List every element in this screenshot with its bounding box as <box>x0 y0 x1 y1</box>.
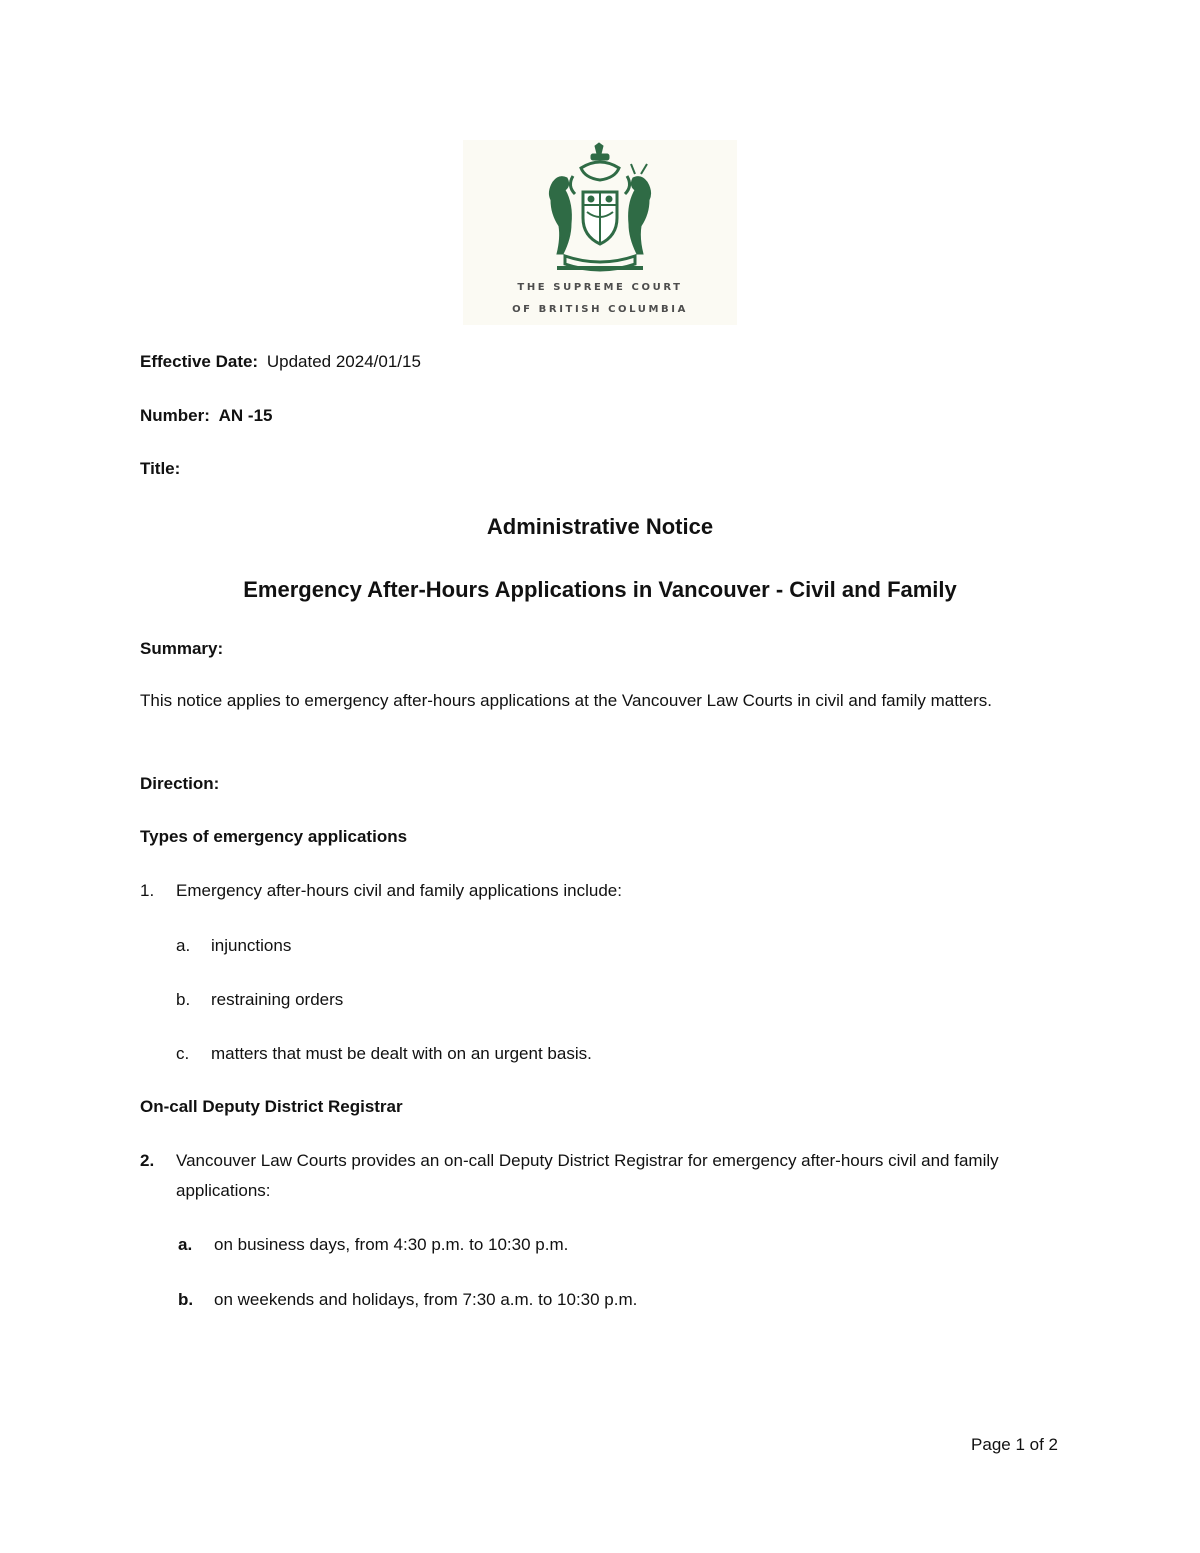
sub-item-letter: b. <box>178 1290 194 1309</box>
number-row <box>140 406 273 426</box>
section-heading-on-call: On-call Deputy District Registrar <box>140 1097 403 1116</box>
sub-item-letter: c. <box>176 1044 190 1063</box>
document-subheading: Emergency After-Hours Applications in Vancouver - Civil and Family <box>243 577 957 602</box>
summary-label: Summary: <box>140 639 224 658</box>
sub-item-text: restraining orders <box>211 990 344 1009</box>
summary-text: This notice applies to emergency after-hours applications at the Vancouver Law Courts in civil and family matters. <box>140 691 992 710</box>
effective-date-label: Effective Date: <box>140 352 259 371</box>
logo-text-line-2: OF BRITISH COLUMBIA <box>512 304 688 315</box>
section-heading-types: Types of emergency applications <box>140 827 408 846</box>
number-value: AN -15 <box>218 406 273 425</box>
effective-date-value: Updated 2024/01/15 <box>266 352 421 371</box>
court-logo <box>463 140 737 325</box>
sub-item-letter: b. <box>176 990 191 1009</box>
page-number: Page 1 of 2 <box>971 1435 1058 1454</box>
list-item-number: 1. <box>140 881 155 900</box>
sub-item-text: matters that must be dealt with on an urgent basis. <box>211 1044 592 1063</box>
effective-date-row <box>140 352 421 372</box>
title-label: Title: <box>140 459 181 478</box>
sub-item-text: on business days, from 4:30 p.m. to 10:30 p.m. <box>214 1235 569 1254</box>
list-item-text: Vancouver Law Courts provides an on-call Deputy District Registrar for emergency after-hours civil and family applications: <box>176 1151 999 1200</box>
list-item-text: Emergency after-hours civil and family applications include: <box>176 881 622 900</box>
list-item-number: 2. <box>140 1151 155 1170</box>
logo-text-line-1: THE SUPREME COURT <box>517 282 683 293</box>
sub-item-letter: a. <box>176 936 191 955</box>
number-label: Number: <box>140 406 210 425</box>
sub-item-text: injunctions <box>211 936 292 955</box>
sub-item-text: on weekends and holidays, from 7:30 a.m. to 10:30 p.m. <box>214 1290 638 1309</box>
document-heading: Administrative Notice <box>486 514 714 539</box>
coat-of-arms-icon <box>543 142 657 276</box>
sub-item-letter: a. <box>178 1235 193 1254</box>
direction-label: Direction: <box>140 774 220 793</box>
